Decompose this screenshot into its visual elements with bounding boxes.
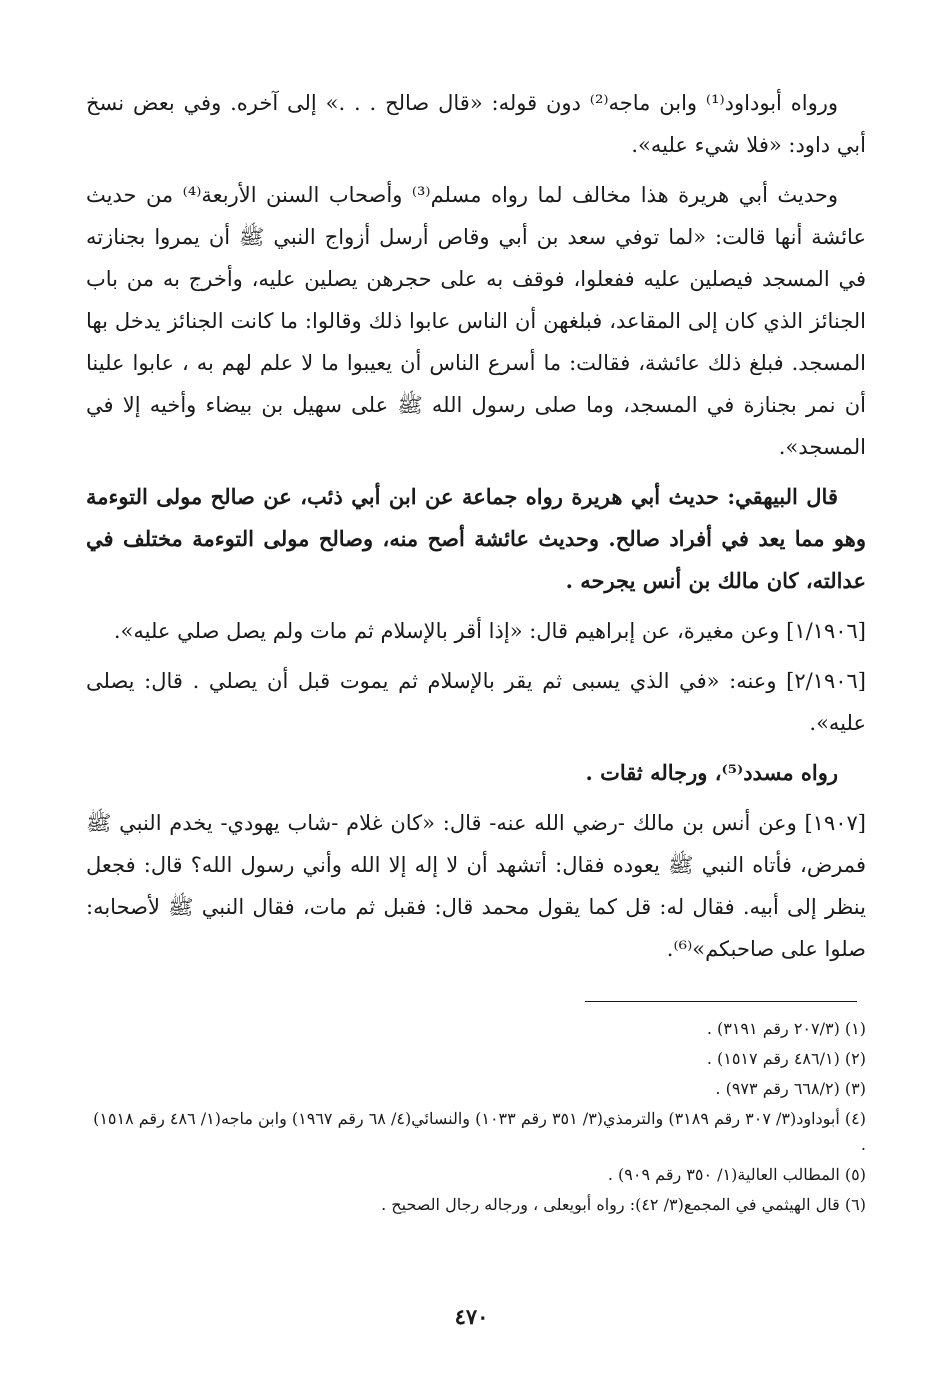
paragraph-bayhaqi: قال البيهقي: حديث أبي هريرة رواه جماعة عن ابن أبي ذئب، عن صالح مولى التوءمة وهو مما يعد في أفراد صالح. وحديث عائشة أصح منه، وصالح مولى التوءمة مختلف في عدالته، كان مالك بن أنس يجرحه .	[86, 484, 866, 593]
footnote-1: (١) (٢٠٧/٣ رقم ٣١٩١) .	[706, 1019, 866, 1038]
narration-musaddad: رواه مسدد⁽⁵⁾، ورجاله ثقات .	[585, 760, 838, 785]
hadith-1906-1: [١/١٩٠٦] وعن مغيرة، عن إبراهيم قال: «إذا أقر بالإسلام ثم مات ولم يصل صلي عليه».	[113, 619, 866, 643]
footnote-2: (٢) (٤٨٦/١ رقم ١٥١٧) .	[706, 1049, 866, 1068]
paragraph-aisha-hadith: وحديث أبي هريرة هذا مخالف لما رواه مسلم⁽³⁾ وأصحاب السنن الأربعة⁽⁴⁾ من حديث عائشة أنها قالت: «لما توفي سعد بن أبي وقاص أرسل أزواج النبي ﷺ أن يمروا بجنازته في المسجد فيصلين عليه ففعلوا، فوقف به على حجرهن يصلين عليه، وأخرج به من باب الجنائز الذي كان إلى المقاعد، فبلغهن أن الناس عابوا ذلك وقالوا: ما كانت الجنائز يدخل بها المسجد. فبلغ ذلك عائشة، فقالت: ما أسرع الناس أن يعيبوا ما لا علم لهم به ، عابوا علينا أن نمر بجنازة في المسجد، وما صلى رسول الله ﷺ على سهيل بن بيضاء وأخيه إلا في المسجد».	[86, 183, 866, 459]
footnotes	[86, 1016, 866, 1222]
page-number: ٤٧٠	[454, 1304, 489, 1329]
footnote-3: (٣) (٦٦٨/٢ رقم ٩٧٣) .	[715, 1079, 866, 1098]
hadith-1907: [١٩٠٧] وعن أنس بن مالك -رضي الله عنه- قال: «كان غلام -شاب يهودي- يخدم النبي ﷺ فمرض، فأتاه النبي ﷺ يعوده فقال: أتشهد أن لا إله إلا الله وأني رسول الله؟ قال: فجعل ينظر إلى أبيه. فقال له: قل كما يقول محمد قال: فقبل ثم مات، فقال النبي ﷺ لأصحابه: صلوا على صاحبكم»⁽⁶⁾.	[86, 811, 866, 961]
footnote-6: (٦) قال الهيثمي في المجمع(٣/ ٤٢): رواه أبويعلى ، ورجاله رجال الصحيح .	[381, 1195, 866, 1214]
footnote-5: (٥) المطالب العالية(١/ ٣٥٠ رقم ٩٠٩) .	[607, 1165, 866, 1184]
main-text	[86, 82, 866, 978]
footnote-divider	[585, 1001, 857, 1002]
footnote-4: (٤) أبوداود(٣/ ٣٠٧ رقم ٣١٨٩) والترمذي(٣/ ٣٥١ رقم ١٠٣٣) والنسائي(٤/ ٦٨ رقم ١٩٦٧) وابن ماجه(١/ ٤٨٦ رقم ١٥١٨) .	[93, 1109, 866, 1154]
hadith-1906-2: [٢/١٩٠٦] وعنه: «في الذي يسبى ثم يقر بالإسلام ثم يموت قبل أن يصلي . قال: يصلى عليه».	[86, 669, 866, 735]
paragraph-abu-dawud: ورواه أبوداود⁽¹⁾ وابن ماجه⁽²⁾ دون قوله: «قال صالح . . .» إلى آخره. وفي بعض نسخ أبي داود: «فلا شيء عليه».	[86, 91, 866, 157]
